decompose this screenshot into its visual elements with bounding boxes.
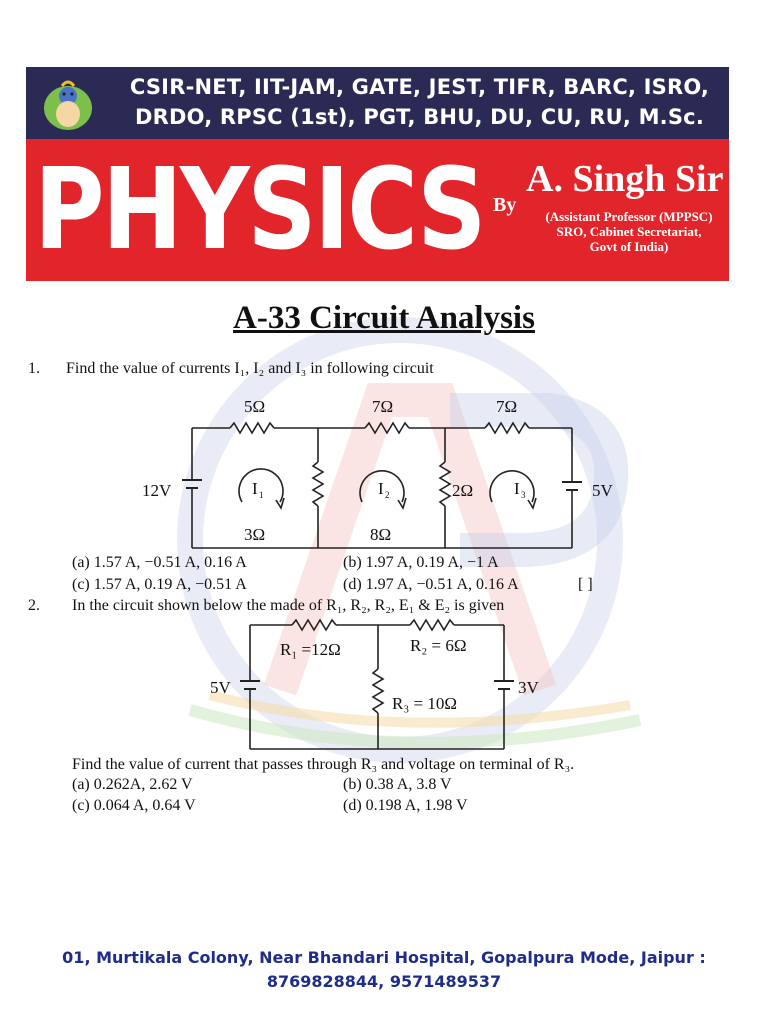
q2-option-b[interactable]: (b) 0.38 A, 3.8 V [343, 776, 452, 793]
label-2ohm: 2Ω [452, 481, 474, 500]
header-banner-red [26, 139, 729, 281]
brand-title: PHYSICS [34, 145, 484, 275]
question-2-text: In the circuit shown below the made of R₁, R₂, R₂, E₁ & E₂ is given [72, 597, 505, 614]
teacher-designation: (Assistant Professor (MPPSC) SRO, Cabinet Secretariat, Govt of India) [545, 209, 713, 254]
page-title: A-33 Circuit Analysis [233, 300, 535, 336]
q2-option-d[interactable]: (d) 0.198 A, 1.98 V [343, 797, 468, 814]
battery-12v-icon [182, 480, 202, 488]
label-8ohm: 8Ω [370, 525, 392, 544]
label-i2: I [378, 479, 384, 498]
label-i1-sub: 1 [259, 490, 264, 500]
question-2-number: 2. [28, 597, 40, 614]
label-3ohm: 3Ω [244, 525, 266, 544]
resistor-7ohm-b-icon [485, 423, 529, 433]
battery-3v-q2-icon [494, 681, 514, 689]
by-label: By [493, 194, 517, 216]
resistor-r2-icon [410, 620, 454, 630]
exam-list-line-1: CSIR-NET, IIT-JAM, GATE, JEST, TIFR, BARC, ISRO, [129, 75, 710, 99]
resistor-2ohm-icon [440, 462, 450, 506]
q1-answer-bracket: [ ] [578, 576, 593, 593]
loop-arrow-3-icon [490, 471, 534, 502]
resistor-r3-icon [373, 669, 383, 713]
footer-phone: 8769828844, 9571489537 [266, 972, 502, 991]
exam-list-line-2: DRDO, RPSC (1st), PGT, BHU, DU, CU, RU, M.Sc. [134, 105, 705, 129]
label-i1: I [252, 479, 258, 498]
circuit-diagram-2 [200, 615, 560, 755]
label-i3-sub: 3 [521, 490, 526, 500]
resistor-r1-icon [292, 620, 336, 630]
label-r1: R₁ =12Ω [280, 640, 341, 659]
question-2-followup: Find the value of current that passes through R₃ and voltage on terminal of R₃. [72, 756, 575, 773]
resistor-7ohm-a-icon [365, 423, 409, 433]
krishna-logo-icon [40, 78, 96, 132]
label-5v-q2: 5V [210, 678, 231, 697]
q1-option-c[interactable]: (c) 1.57 A, 0.19 A, −0.51 A [72, 576, 247, 593]
label-i3: I [514, 479, 520, 498]
label-r2: R₂ = 6Ω [410, 636, 467, 655]
label-r3: R₃ = 10Ω [392, 694, 457, 713]
label-i2-sub: 2 [385, 490, 390, 500]
question-1-text: Find the value of currents I₁, I₂ and I₃ in following circuit [66, 360, 434, 377]
q1-option-d[interactable]: (d) 1.97 A, −0.51 A, 0.16 A [343, 576, 519, 593]
header-banner-navy [26, 67, 729, 139]
q2-option-a[interactable]: (a) 0.262A, 2.62 V [72, 776, 193, 793]
label-7ohm-b: 7Ω [496, 397, 518, 416]
battery-5v-icon [562, 482, 582, 490]
label-5v: 5V [592, 481, 613, 500]
label-7ohm-a: 7Ω [372, 397, 394, 416]
teacher-name: A. Singh Sir [526, 158, 724, 200]
label-3v-q2: 3V [518, 678, 539, 697]
label-5ohm: 5Ω [244, 397, 266, 416]
footer-address: 01, Murtikala Colony, Near Bhandari Hospital, Gopalpura Mode, Jaipur : [62, 948, 706, 967]
circuit-diagram-1 [140, 390, 630, 555]
q1-option-b[interactable]: (b) 1.97 A, 0.19 A, −1 A [343, 554, 499, 571]
q2-option-c[interactable]: (c) 0.064 A, 0.64 V [72, 797, 196, 814]
label-12v: 12V [142, 481, 172, 500]
question-1-number: 1. [28, 360, 40, 377]
resistor-3ohm-icon [313, 462, 323, 506]
q1-option-a[interactable]: (a) 1.57 A, −0.51 A, 0.16 A [72, 554, 247, 571]
resistor-5ohm-icon [230, 423, 274, 433]
battery-5v-q2-icon [240, 681, 260, 689]
